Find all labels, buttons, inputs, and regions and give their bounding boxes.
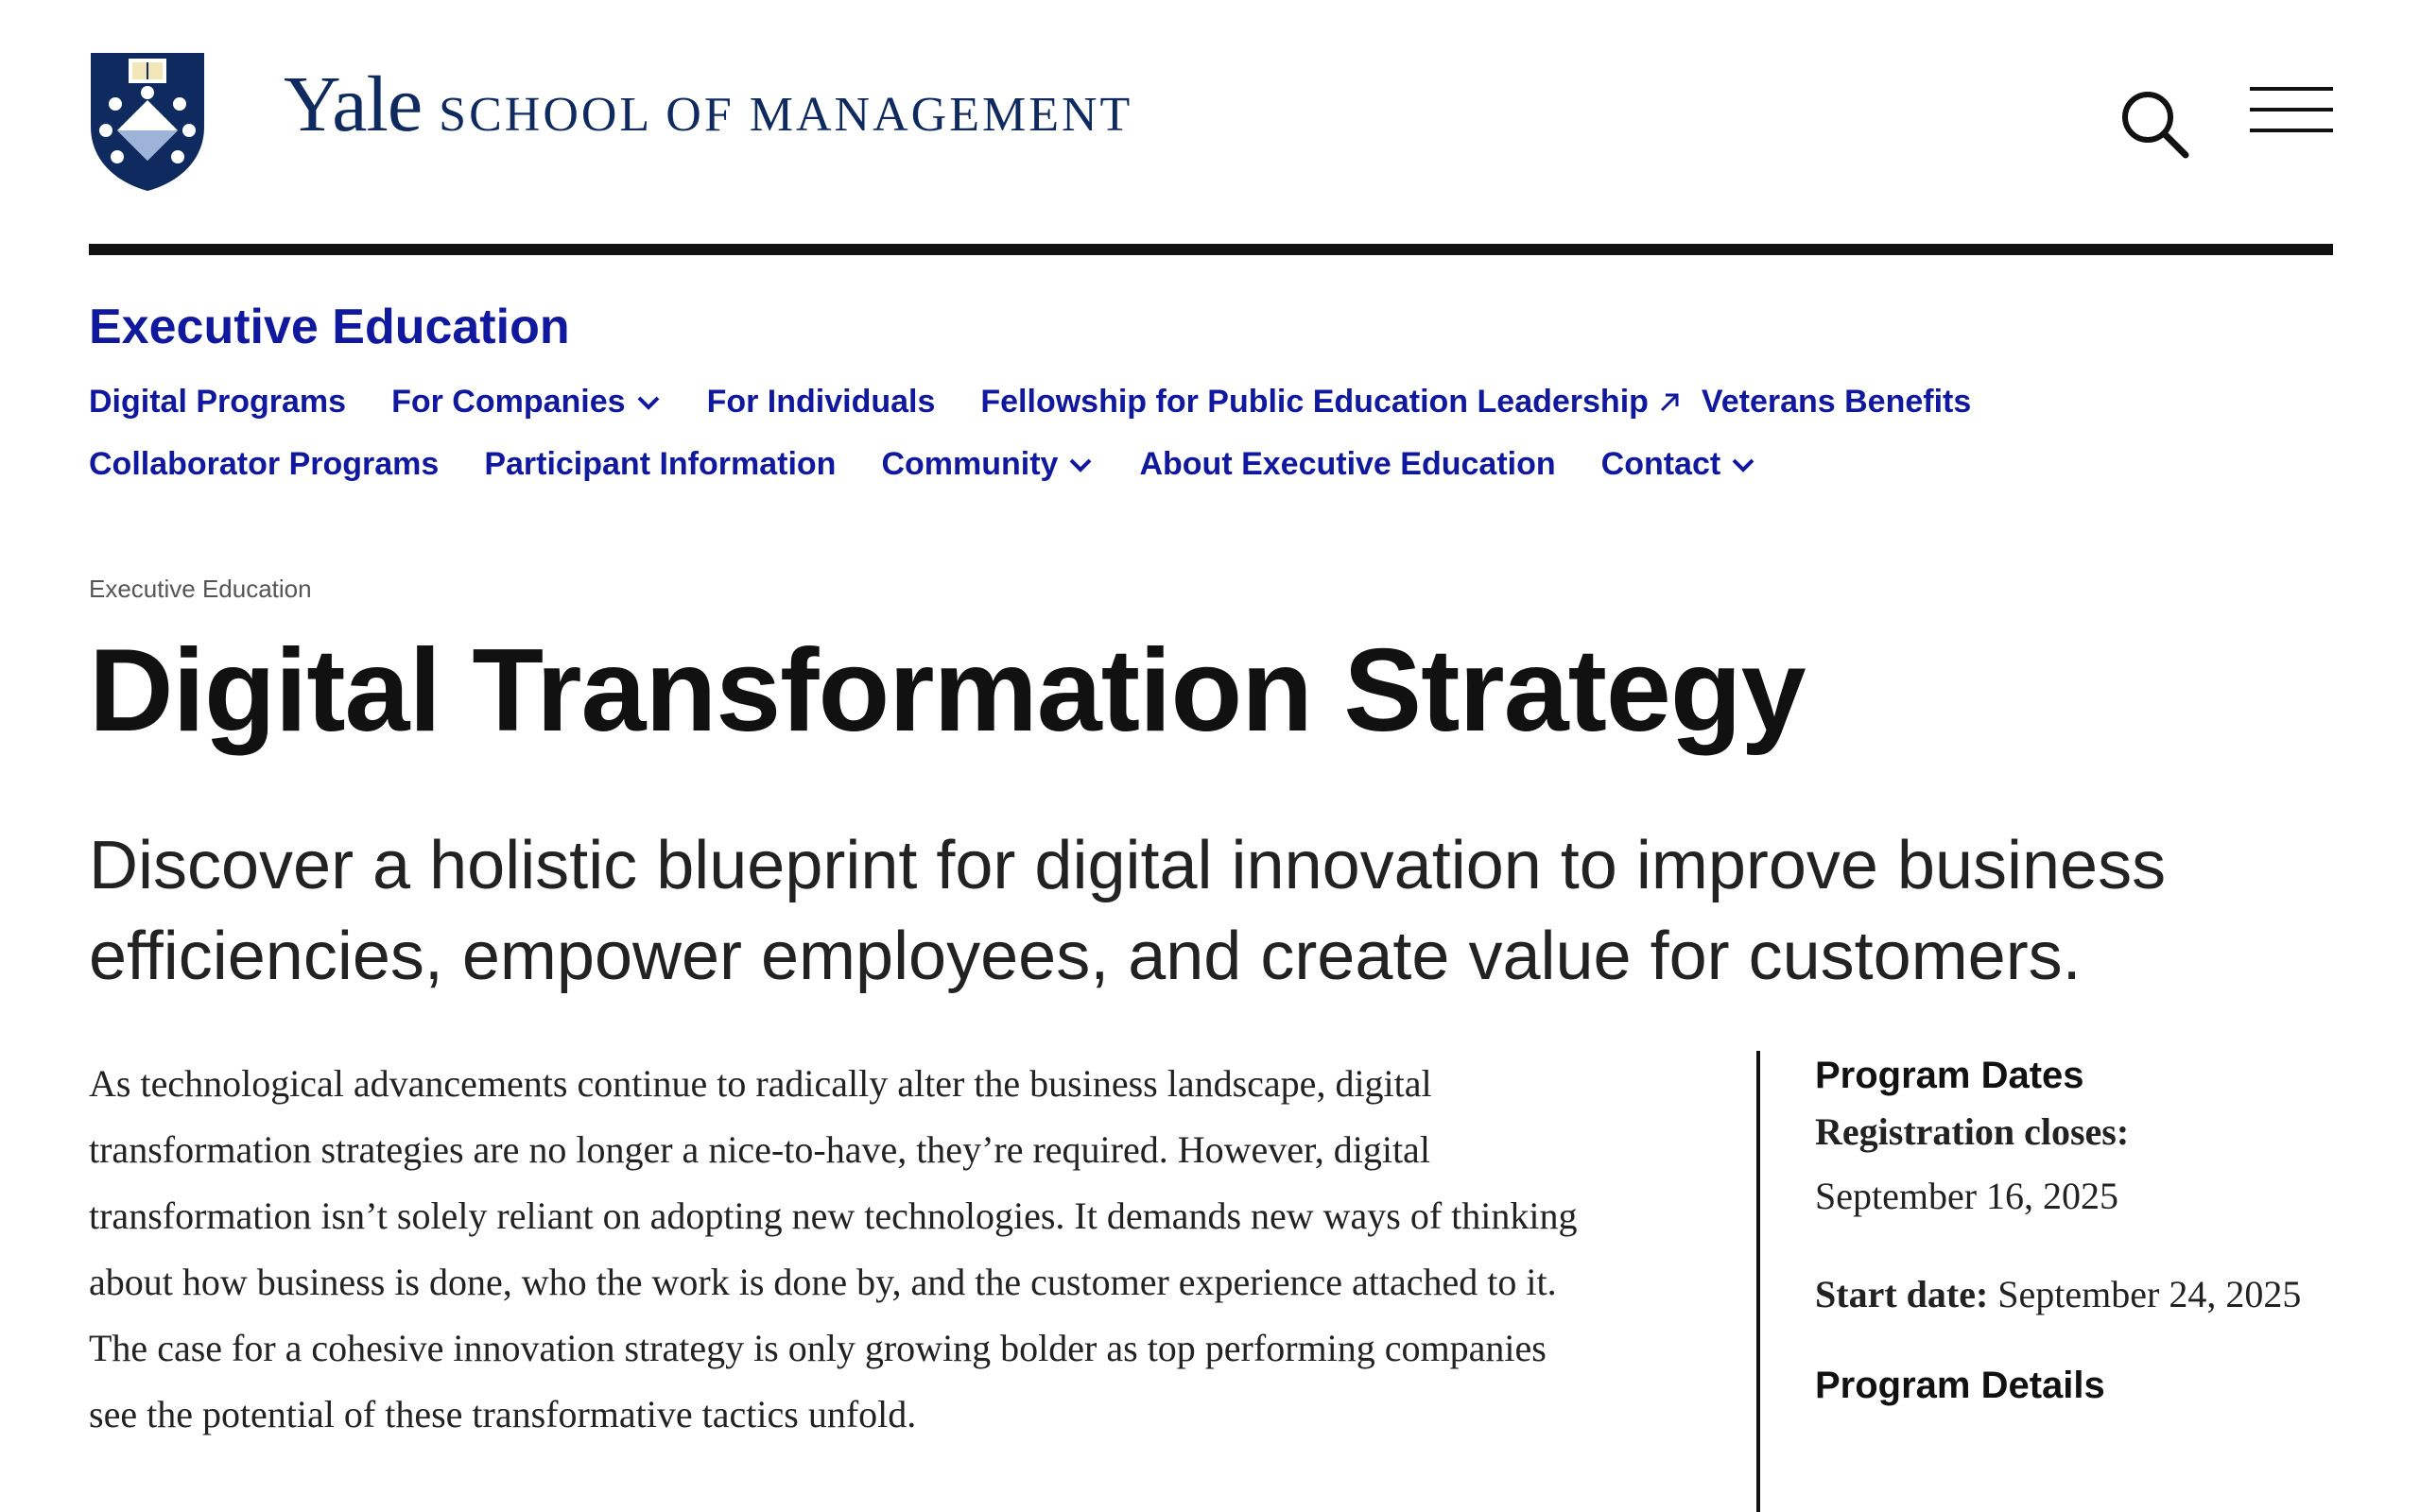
registration-label: Registration closes: <box>1815 1110 2130 1153</box>
search-icon <box>2118 87 2193 163</box>
program-sidebar <box>1815 1051 2307 1410</box>
nav-participant-information[interactable] <box>484 446 836 483</box>
nav-contact[interactable] <box>1601 446 1757 483</box>
program-details-heading: Program Details <box>1815 1365 2105 1406</box>
nav-label: Contact <box>1600 446 1721 482</box>
nav-for-companies[interactable] <box>391 384 661 421</box>
nav-veterans-benefits[interactable] <box>1702 384 1971 421</box>
program-dates-heading: Program Dates <box>1815 1055 2084 1096</box>
nav-label: Collaborator Programs <box>89 446 440 482</box>
chevron-down-icon <box>1730 455 1756 474</box>
header-divider <box>89 244 2333 255</box>
section-nav-row-1 <box>89 384 2016 421</box>
menu-button[interactable] <box>2250 87 2333 140</box>
nav-label: Veterans Benefits <box>1701 384 1972 420</box>
nav-for-individuals[interactable] <box>707 384 936 421</box>
external-link-icon <box>1658 391 1681 414</box>
intro-paragraph: As technological advancements continue to radically alter the business landscape, digital transformation strategies are no longer a nice-to-have, they’re required. However, digital transformation isn’t solely reliant on adopting new technologies. It demands new ways of thinking about how business is done, who the work is done by, and the customer experience attached to it. The case for a cohesive innovation strategy is only growing bolder as top performing companies see the potential of these transformative tactics unfold. <box>89 1062 1578 1435</box>
section-title[interactable]: Executive Education <box>89 300 570 354</box>
breadcrumb[interactable]: Executive Education <box>89 575 312 603</box>
brand-school-name: SCHOOL OF MANAGEMENT <box>439 88 1133 142</box>
yale-crest-logo[interactable] <box>89 51 206 193</box>
page-lede: Discover a holistic blueprint for digital innovation to improve business efficiencies, empower employees, and create value for customers. <box>89 828 2167 994</box>
nav-label: For Companies <box>391 384 626 420</box>
start-date-value: September 24, 2025 <box>1997 1273 2302 1315</box>
nav-label: About Executive Education <box>1139 446 1556 482</box>
page-title: Digital Transformation Strategy <box>89 626 1806 756</box>
nav-label: For Individuals <box>706 384 936 420</box>
nav-about-executive-education[interactable] <box>1139 446 1555 483</box>
nav-label: Fellowship for Public Education Leadership <box>980 384 1649 420</box>
registration-value: September 16, 2025 <box>1815 1175 2119 1217</box>
nav-fellowship-public-education[interactable] <box>980 384 1681 421</box>
search-button[interactable] <box>2118 87 2193 163</box>
nav-label: Digital Programs <box>89 384 347 420</box>
nav-collaborator-programs[interactable] <box>89 446 439 483</box>
chevron-down-icon <box>1067 455 1094 474</box>
brand-wordmark[interactable] <box>284 59 1132 150</box>
registration-closes <box>1815 1100 2307 1228</box>
start-date <box>1815 1263 2307 1327</box>
sidebar-divider <box>1756 1051 1760 1512</box>
chevron-down-icon <box>635 393 662 412</box>
nav-label: Community <box>881 446 1059 482</box>
yale-crest-icon <box>89 51 206 193</box>
start-date-label: Start date: <box>1815 1273 1989 1315</box>
nav-label: Participant Information <box>484 446 837 482</box>
nav-community[interactable] <box>881 446 1094 483</box>
nav-digital-programs[interactable] <box>89 384 346 421</box>
hamburger-menu-icon <box>2250 87 2333 132</box>
section-nav-row-2 <box>89 446 1802 483</box>
brand-yale: Yale <box>284 60 423 148</box>
